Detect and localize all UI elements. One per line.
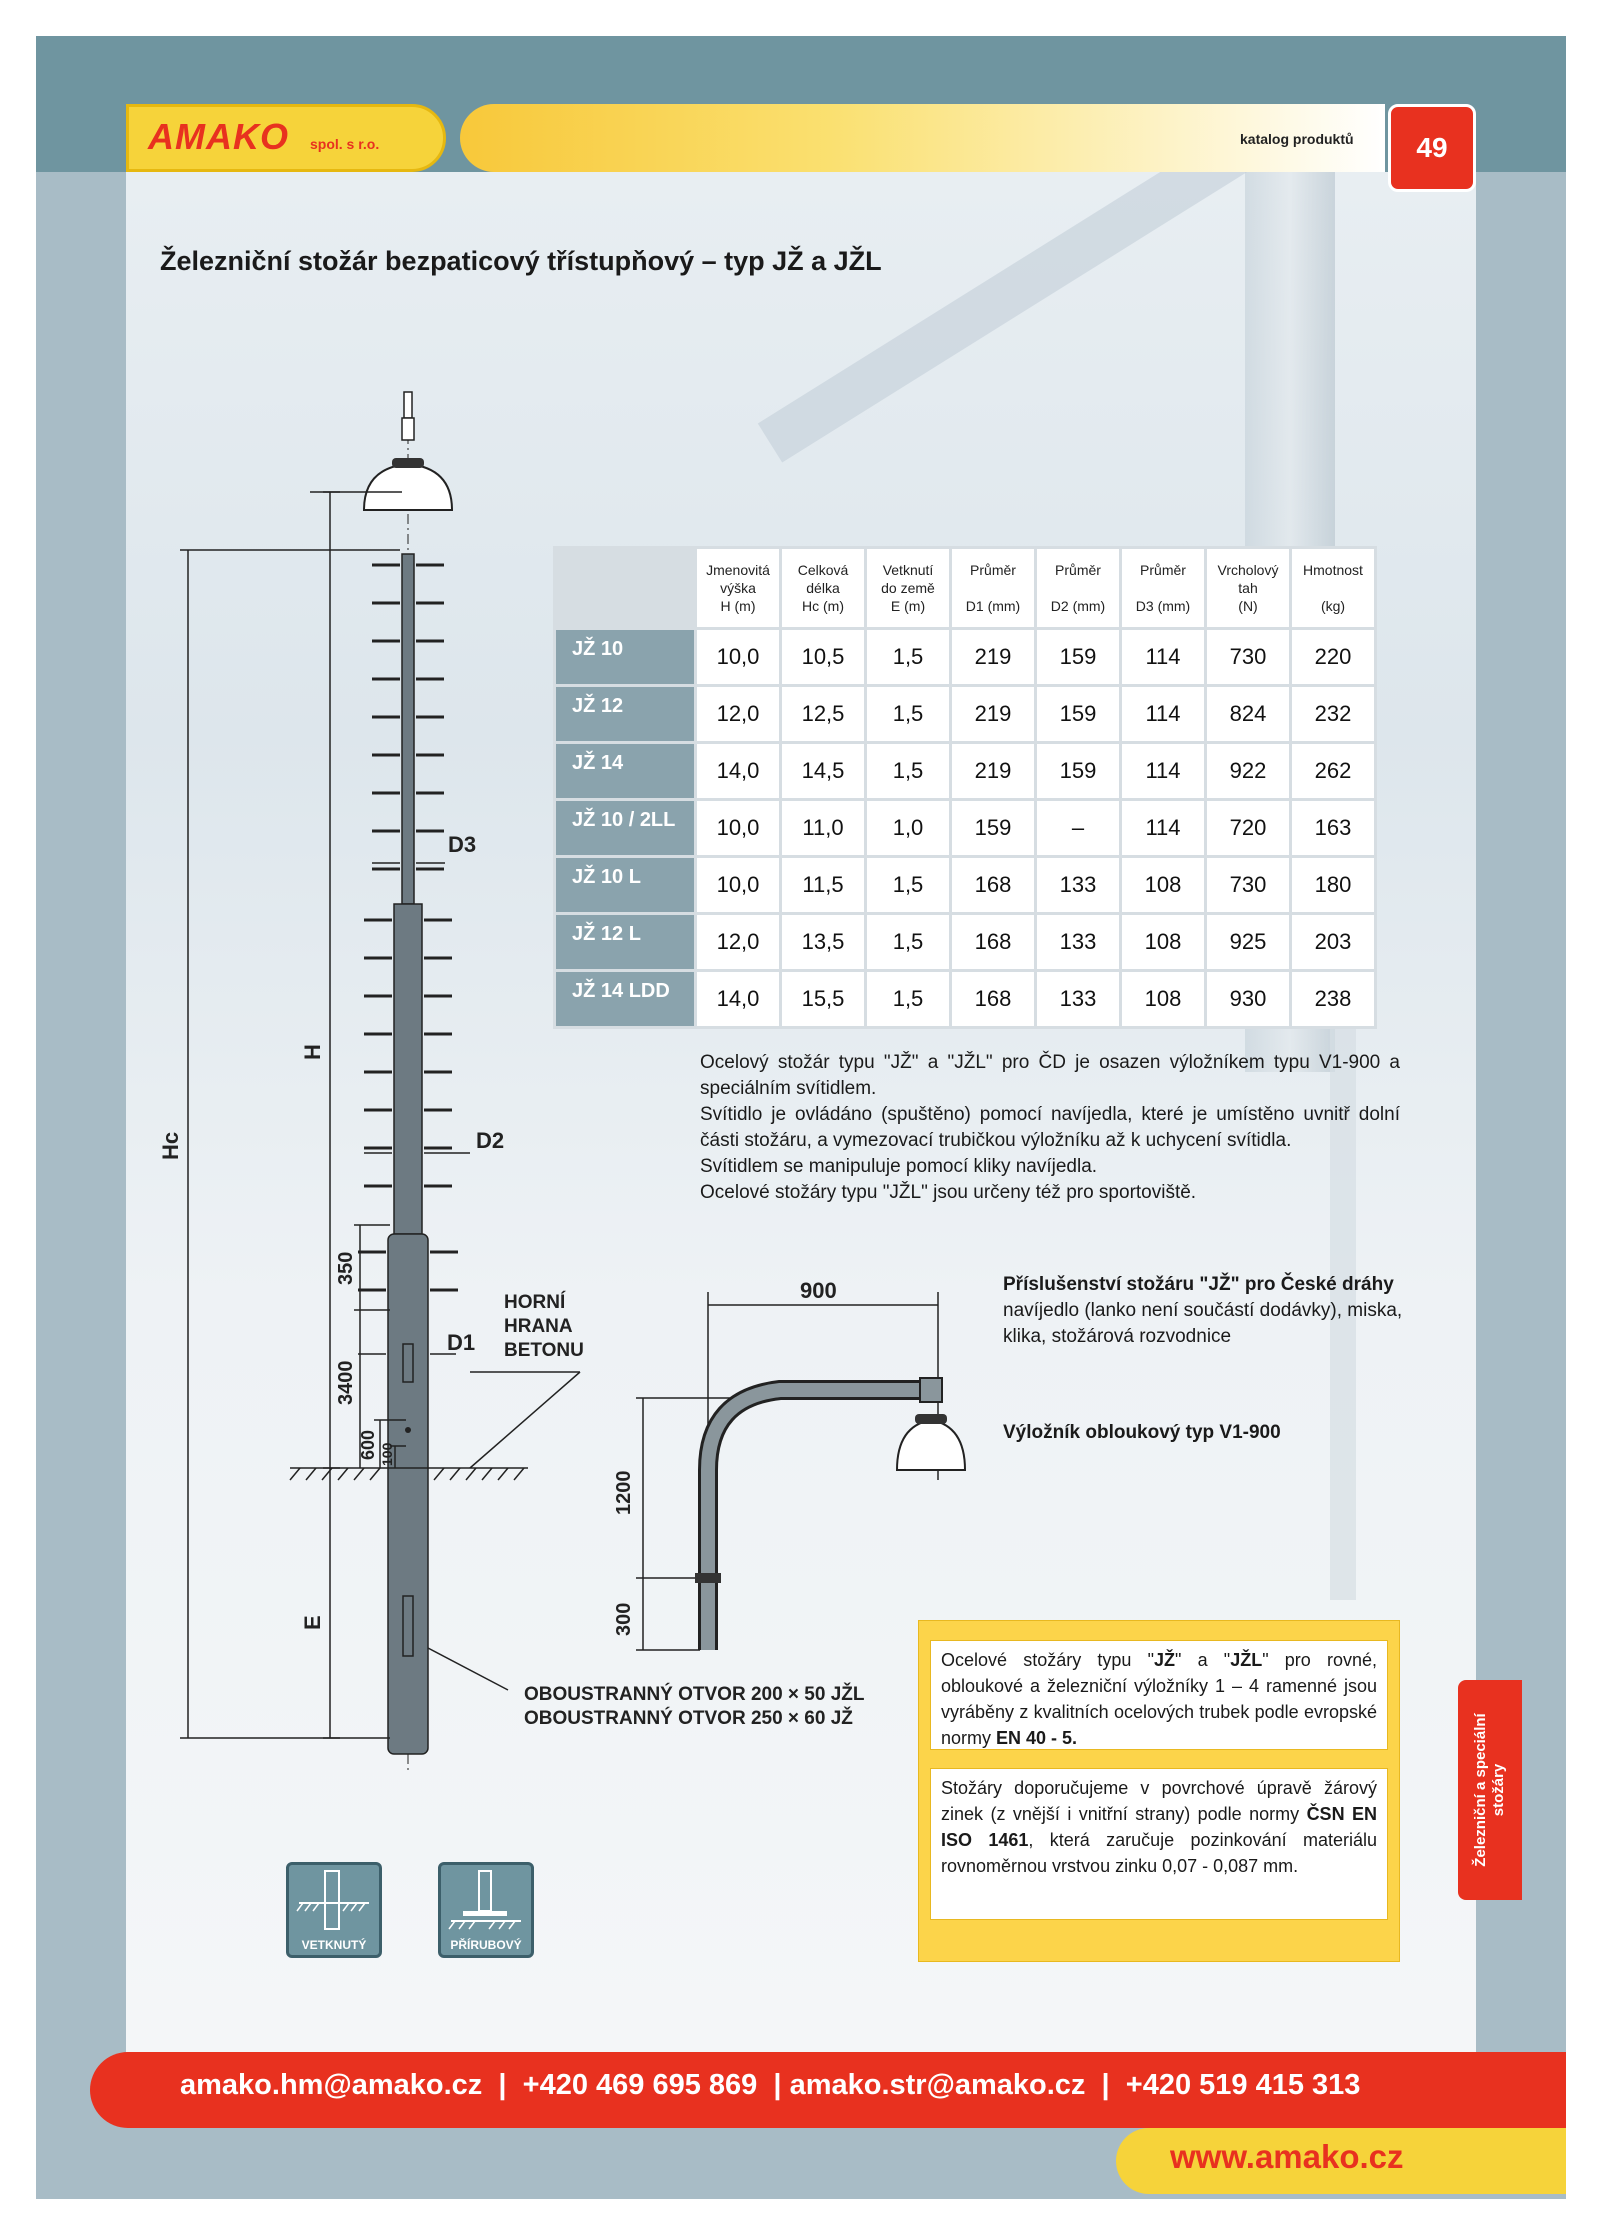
arm-title: Výložník obloukový typ V1-900 bbox=[1003, 1422, 1281, 1443]
cell: 12,5 bbox=[782, 687, 864, 741]
cell: 1,0 bbox=[867, 801, 949, 855]
cell: 108 bbox=[1122, 858, 1204, 912]
description-paragraph: Svítidlem se manipuluje pomocí kliky navíjedla. bbox=[700, 1156, 1098, 1177]
side-tab-label: Železniční a speciální stožáry bbox=[1472, 1713, 1507, 1867]
description-paragraph: Svítidlo je ovládáno (spuštěno) pomocí navíjedla, které je umístěno uvnitř dolní části stožáru, a vymezovací trubičkou výložníku až k uchycení svítidla. bbox=[700, 1104, 1400, 1151]
cell: 720 bbox=[1207, 801, 1289, 855]
accessories-title: Příslušenství stožáru "JŽ" pro České dráhy bbox=[1003, 1274, 1394, 1295]
cell: 13,5 bbox=[782, 915, 864, 969]
cell: 14,0 bbox=[697, 972, 779, 1026]
cell: 922 bbox=[1207, 744, 1289, 798]
cell: 10,5 bbox=[782, 630, 864, 684]
cell: 219 bbox=[952, 744, 1034, 798]
catalog-label: katalog produktů bbox=[1240, 131, 1354, 147]
cell: 159 bbox=[1037, 687, 1119, 741]
arm-label-300: 300 bbox=[613, 1602, 635, 1636]
spec-header-blank bbox=[556, 549, 694, 627]
spec-header-d1: Průměr D1 (mm) bbox=[952, 549, 1034, 627]
note-standard: Ocelové stožáry typu "JŽ" a "JŽL" pro rovné, obloukové a železniční výložníky 1 – 4 ramenné jsou vyráběny z kvalitních ocelových trubek podle evropské normy EN 40 - 5. bbox=[930, 1640, 1388, 1750]
company-logo: AMAKO bbox=[148, 116, 289, 157]
cell: – bbox=[1037, 801, 1119, 855]
cell: 133 bbox=[1037, 972, 1119, 1026]
table-row bbox=[556, 858, 1374, 912]
label-350: 350 bbox=[335, 1251, 357, 1285]
cell: 10,0 bbox=[697, 801, 779, 855]
cell: 220 bbox=[1292, 630, 1374, 684]
cell: 159 bbox=[1037, 744, 1119, 798]
company-logo-sub: spol. s r.o. bbox=[310, 136, 380, 152]
cell: 1,5 bbox=[867, 744, 949, 798]
spec-table-header-row bbox=[556, 549, 1374, 627]
description-paragraph: Ocelové stožáry typu "JŽL" jsou určeny též pro sportoviště. bbox=[700, 1182, 1197, 1203]
spec-table bbox=[553, 546, 1377, 1029]
cell: 11,0 bbox=[782, 801, 864, 855]
cell: 108 bbox=[1122, 972, 1204, 1026]
description bbox=[700, 1050, 1400, 1206]
cell: 232 bbox=[1292, 687, 1374, 741]
row-type: JŽ 10 L bbox=[556, 858, 694, 912]
page-title: Železniční stožár bezpaticový třístupňový – typ JŽ a JŽL bbox=[160, 246, 882, 276]
cell: 219 bbox=[952, 687, 1034, 741]
table-row bbox=[556, 744, 1374, 798]
label-e: E bbox=[300, 1615, 325, 1630]
table-row bbox=[556, 801, 1374, 855]
cell: 14,0 bbox=[697, 744, 779, 798]
cell: 219 bbox=[952, 630, 1034, 684]
spec-header-hc: Celková délka Hc (m) bbox=[782, 549, 864, 627]
website-link[interactable]: www.amako.cz bbox=[1170, 2138, 1404, 2175]
row-type: JŽ 10 bbox=[556, 630, 694, 684]
badge-vetknuty bbox=[286, 1862, 382, 1958]
description-paragraph: Ocelový stožár typu "JŽ" a "JŽL" pro ČD je osazen výložníkem typu V1-900 a speciálním svítidlem. bbox=[700, 1052, 1400, 1099]
spec-header-d3: Průměr D3 (mm) bbox=[1122, 549, 1204, 627]
spec-header-tah: Vrcholový tah (N) bbox=[1207, 549, 1289, 627]
badge-label-vetknuty: VETKNUTÝ bbox=[301, 1938, 367, 1952]
cell: 168 bbox=[952, 972, 1034, 1026]
cell: 238 bbox=[1292, 972, 1374, 1026]
cell: 12,0 bbox=[697, 687, 779, 741]
page-number: 49 bbox=[1388, 104, 1476, 192]
cell: 1,5 bbox=[867, 972, 949, 1026]
label-d1: D1 bbox=[447, 1330, 476, 1355]
cell: 203 bbox=[1292, 915, 1374, 969]
cell: 168 bbox=[952, 915, 1034, 969]
cell: 1,5 bbox=[867, 915, 949, 969]
label-otvor-jz: OBOUSTRANNÝ OTVOR 250 × 60 JŽ bbox=[524, 1708, 853, 1729]
label-3400: 3400 bbox=[335, 1360, 357, 1405]
cell: 114 bbox=[1122, 801, 1204, 855]
accessories bbox=[1003, 1272, 1403, 1350]
cell: 10,0 bbox=[697, 630, 779, 684]
label-d2: D2 bbox=[476, 1128, 505, 1153]
label-otvor-jzl: OBOUSTRANNÝ OTVOR 200 × 50 JŽL bbox=[524, 1684, 865, 1705]
cell: 10,0 bbox=[697, 858, 779, 912]
cell: 14,5 bbox=[782, 744, 864, 798]
label-h: H bbox=[300, 1044, 325, 1060]
label-horni: HORNÍ bbox=[504, 1292, 566, 1313]
cell: 114 bbox=[1122, 687, 1204, 741]
label-600: 600 bbox=[358, 1429, 378, 1460]
cell: 930 bbox=[1207, 972, 1289, 1026]
spec-header-d2: Průměr D2 (mm) bbox=[1037, 549, 1119, 627]
label-hc: Hc bbox=[158, 1131, 183, 1160]
cell: 159 bbox=[952, 801, 1034, 855]
cell: 180 bbox=[1292, 858, 1374, 912]
accessories-text: navíjedlo (lanko není součástí dodávky), miska, klika, stožárová rozvodnice bbox=[1003, 1300, 1403, 1347]
cell: 163 bbox=[1292, 801, 1374, 855]
footer-contacts[interactable]: amako.hm@amako.cz | +420 469 695 869 | amako.str@amako.cz | +420 519 415 313 bbox=[180, 2069, 1361, 2101]
cell: 114 bbox=[1122, 630, 1204, 684]
label-100: 100 bbox=[379, 1442, 395, 1466]
cell: 925 bbox=[1207, 915, 1289, 969]
row-type: JŽ 12 L bbox=[556, 915, 694, 969]
label-d3: D3 bbox=[448, 832, 477, 857]
badge-label-prirubovy: PŘÍRUBOVÝ bbox=[450, 1938, 522, 1952]
cell: 133 bbox=[1037, 915, 1119, 969]
spec-header-e: Vetknutí do země E (m) bbox=[867, 549, 949, 627]
table-row bbox=[556, 630, 1374, 684]
label-betonu: BETONU bbox=[504, 1340, 584, 1361]
table-row bbox=[556, 972, 1374, 1026]
cell: 1,5 bbox=[867, 687, 949, 741]
note-galvanizing: Stožáry doporučujeme v povrchové úpravě žárový zinek (z vnější i vnitřní strany) podle normy ČSN EN ISO 1461, která zaručuje pozinkování materiálu rovnoměrnou vrstvou zinku 0,07 - 0,087 mm. bbox=[930, 1768, 1388, 1920]
cell: 108 bbox=[1122, 915, 1204, 969]
cell: 12,0 bbox=[697, 915, 779, 969]
spec-header-hmotnost: Hmotnost (kg) bbox=[1292, 549, 1374, 627]
table-row bbox=[556, 687, 1374, 741]
row-type: JŽ 10 / 2LL bbox=[556, 801, 694, 855]
cell: 262 bbox=[1292, 744, 1374, 798]
badge-prirubovy bbox=[438, 1862, 534, 1958]
row-type: JŽ 12 bbox=[556, 687, 694, 741]
cell: 114 bbox=[1122, 744, 1204, 798]
cell: 11,5 bbox=[782, 858, 864, 912]
row-type: JŽ 14 LDD bbox=[556, 972, 694, 1026]
cell: 1,5 bbox=[867, 630, 949, 684]
table-row bbox=[556, 915, 1374, 969]
cell: 730 bbox=[1207, 630, 1289, 684]
cell: 1,5 bbox=[867, 858, 949, 912]
label-hrana: HRANA bbox=[504, 1316, 573, 1337]
row-type: JŽ 14 bbox=[556, 744, 694, 798]
cell: 15,5 bbox=[782, 972, 864, 1026]
cell: 168 bbox=[952, 858, 1034, 912]
embedded-pole-icon bbox=[289, 1865, 379, 1937]
cell: 824 bbox=[1207, 687, 1289, 741]
spec-header-h: Jmenovitá výška H (m) bbox=[697, 549, 779, 627]
cell: 133 bbox=[1037, 858, 1119, 912]
cell: 730 bbox=[1207, 858, 1289, 912]
flanged-pole-icon bbox=[441, 1865, 531, 1937]
arm-label-1200: 1200 bbox=[613, 1470, 635, 1515]
arm-label-900: 900 bbox=[800, 1278, 837, 1303]
cell: 159 bbox=[1037, 630, 1119, 684]
